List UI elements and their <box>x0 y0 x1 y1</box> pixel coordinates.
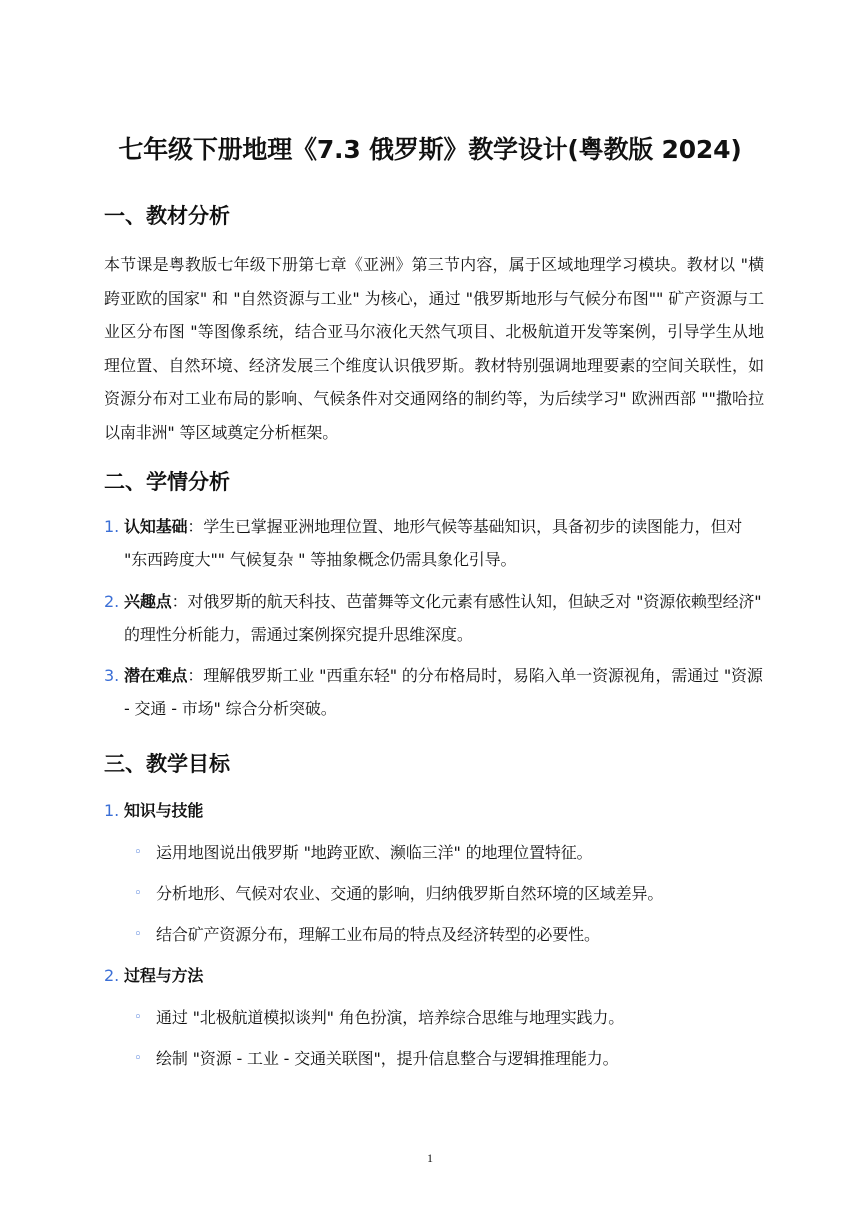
section-heading-textbook-analysis: 一、教材分析 <box>104 204 230 228</box>
bullet-item: 绘制 "资源 - 工业 - 交通关联图"，提升信息整合与逻辑推理能力。 <box>156 1049 619 1068</box>
list-number: 1. <box>104 801 120 820</box>
list-number: 2. <box>104 592 120 611</box>
list-number: 1. <box>104 517 120 536</box>
list-number: 2. <box>104 966 120 985</box>
bullet-item: 通过 "北极航道模拟谈判" 角色扮演，培养综合思维与地理实践力。 <box>156 1008 625 1027</box>
bullet-item: 结合矿产资源分布，理解工业布局的特点及经济转型的必要性。 <box>156 925 600 944</box>
document-title: 七年级下册地理《7.3 俄罗斯》教学设计(粤教版 2024) <box>118 135 742 164</box>
bullet-marker: ◦ <box>134 927 142 942</box>
list-item-label: 潜在难点 <box>124 666 188 685</box>
goal-group-label: 过程与方法 <box>124 966 204 985</box>
list-item-text: ：学生已掌握亚洲地理位置、地形气候等基础知识，具备初步的读图能力，但对 "东西跨度大"" 气候复杂 " 等抽象概念仍需具象化引导。 <box>124 517 743 569</box>
section-heading-student-analysis: 二、学情分析 <box>104 470 230 494</box>
list-item-interest <box>124 585 764 651</box>
page-number: 1 <box>427 1151 433 1165</box>
list-item-text: ：理解俄罗斯工业 "西重东轻" 的分布格局时，易陷入单一资源视角，需通过 "资源 - 交通 - 市场" 综合分析突破。 <box>124 666 763 718</box>
bullet-item: 运用地图说出俄罗斯 "地跨亚欧、濒临三洋" 的地理位置特征。 <box>156 843 593 862</box>
section-heading-teaching-goals: 三、教学目标 <box>104 752 230 776</box>
list-item-label: 认知基础 <box>124 517 188 536</box>
list-item-text: ：对俄罗斯的航天科技、芭蕾舞等文化元素有感性认知，但缺乏对 "资源依赖型经济" 的理性分析能力，需通过案例探究提升思维深度。 <box>124 592 762 644</box>
bullet-marker: ◦ <box>134 1010 142 1025</box>
bullet-marker: ◦ <box>134 886 142 901</box>
goal-group-label: 知识与技能 <box>124 801 204 820</box>
goal-group-knowledge-skills <box>124 794 764 827</box>
bullet-marker: ◦ <box>134 1051 142 1066</box>
goal-group-process-method <box>124 959 764 992</box>
bullet-item: 分析地形、气候对农业、交通的影响，归纳俄罗斯自然环境的区域差异。 <box>156 884 664 903</box>
list-number: 3. <box>104 666 120 685</box>
textbook-analysis-paragraph: 本节课是粤教版七年级下册第七章《亚洲》第三节内容，属于区域地理学习模块。教材以 "横跨亚欧的国家" 和 "自然资源与工业" 为核心，通过 "俄罗斯地形与气候分布图"" 矿产资源与工业区分布图 "等图像系统，结合亚马尔液化天然气项目、北极航道开发等案例，引导学生从地理位置、自然环境、经济发展三个维度认识俄罗斯。教材特别强调地理要素的空间关联性，如资源分布对工业布局的影响、气候条件对交通网络的制约等，为后续学习" 欧洲西部 ""撒哈拉以南非洲" 等区域奠定分析框架。 <box>104 255 764 442</box>
list-item-label: 兴趣点 <box>124 592 172 611</box>
list-item-cognitive-basis <box>124 510 764 576</box>
bullet-marker: ◦ <box>134 845 142 860</box>
list-item-difficulty <box>124 659 764 725</box>
